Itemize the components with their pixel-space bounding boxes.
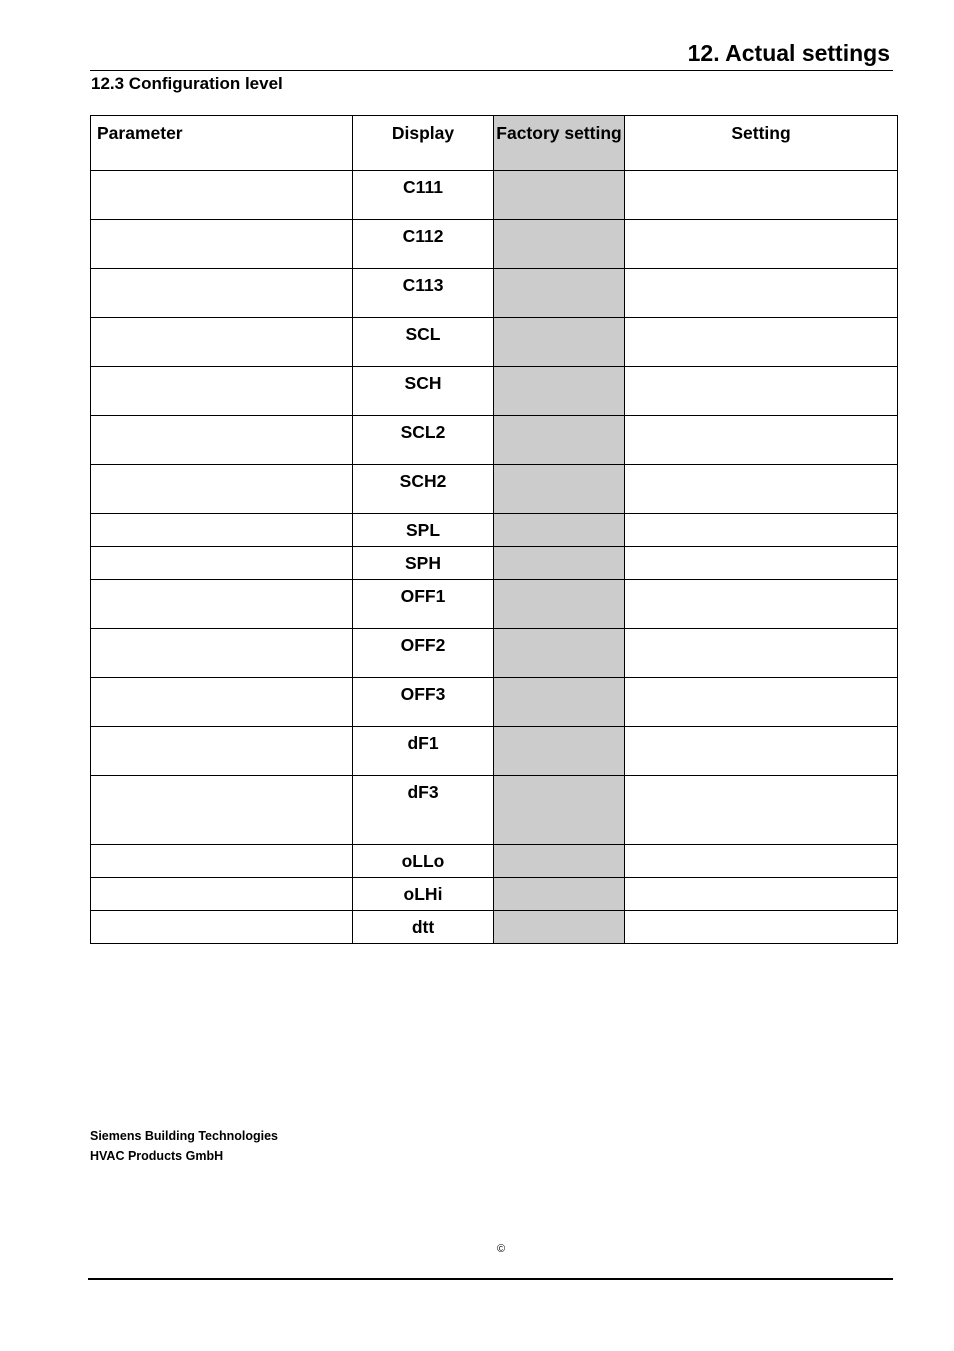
parameter-cell (91, 878, 353, 911)
factory-setting-cell (494, 776, 625, 845)
column-header-setting: Setting (625, 116, 898, 171)
parameter-cell (91, 367, 353, 416)
setting-cell (625, 776, 898, 845)
table-row (91, 678, 898, 727)
display-cell: SPH (353, 547, 494, 580)
table-row (91, 878, 898, 911)
company-name-line1: Siemens Building Technologies (90, 1129, 278, 1143)
table-header-row (91, 116, 898, 171)
setting-cell (625, 220, 898, 269)
display-cell: dtt (353, 911, 494, 944)
display-cell: SCL2 (353, 416, 494, 465)
factory-setting-cell (494, 367, 625, 416)
parameter-cell (91, 678, 353, 727)
factory-setting-cell (494, 269, 625, 318)
factory-setting-cell (494, 171, 625, 220)
parameter-cell (91, 845, 353, 878)
table-row (91, 269, 898, 318)
display-cell: oLHi (353, 878, 494, 911)
factory-setting-cell (494, 220, 625, 269)
table-row (91, 629, 898, 678)
display-cell: dF1 (353, 727, 494, 776)
parameter-cell (91, 318, 353, 367)
display-cell: SPL (353, 514, 494, 547)
display-cell: SCL (353, 318, 494, 367)
table-row (91, 547, 898, 580)
table-row (91, 220, 898, 269)
chapter-title: 12. Actual settings (687, 40, 890, 66)
factory-setting-cell (494, 514, 625, 547)
setting-cell (625, 318, 898, 367)
column-header-factory-setting: Factory setting (494, 116, 625, 171)
factory-setting-cell (494, 629, 625, 678)
parameter-cell (91, 776, 353, 845)
parameter-cell (91, 911, 353, 944)
table-row (91, 845, 898, 878)
parameter-cell (91, 727, 353, 776)
parameter-cell (91, 416, 353, 465)
display-cell: OFF3 (353, 678, 494, 727)
setting-cell (625, 727, 898, 776)
factory-setting-cell (494, 727, 625, 776)
table-row (91, 776, 898, 845)
setting-cell (625, 678, 898, 727)
parameter-cell (91, 514, 353, 547)
display-cell: SCH2 (353, 465, 494, 514)
settings-table (90, 115, 898, 944)
table-row (91, 514, 898, 547)
display-cell: SCH (353, 367, 494, 416)
factory-setting-cell (494, 845, 625, 878)
parameter-cell (91, 465, 353, 514)
table-row (91, 727, 898, 776)
factory-setting-cell (494, 416, 625, 465)
company-name-line2: HVAC Products GmbH (90, 1149, 224, 1163)
table-row (91, 171, 898, 220)
table-row (91, 911, 898, 944)
setting-cell (625, 580, 898, 629)
factory-setting-cell (494, 878, 625, 911)
column-header-parameter: Parameter (91, 116, 353, 171)
table-row (91, 580, 898, 629)
display-cell: C112 (353, 220, 494, 269)
header-rule (90, 70, 893, 71)
footer-rule (88, 1278, 893, 1280)
factory-setting-cell (494, 580, 625, 629)
setting-cell (625, 845, 898, 878)
factory-setting-cell (494, 318, 625, 367)
setting-cell (625, 171, 898, 220)
parameter-cell (91, 171, 353, 220)
setting-cell (625, 269, 898, 318)
parameter-cell (91, 629, 353, 678)
table-row (91, 465, 898, 514)
setting-cell (625, 367, 898, 416)
parameter-cell (91, 580, 353, 629)
setting-cell (625, 629, 898, 678)
table-row (91, 416, 898, 465)
setting-cell (625, 416, 898, 465)
display-cell: dF3 (353, 776, 494, 845)
setting-cell (625, 514, 898, 547)
copyright-symbol: © (497, 1243, 506, 1255)
factory-setting-cell (494, 547, 625, 580)
display-cell: OFF2 (353, 629, 494, 678)
setting-cell (625, 465, 898, 514)
parameter-cell (91, 269, 353, 318)
factory-setting-cell (494, 465, 625, 514)
parameter-cell (91, 220, 353, 269)
parameter-cell (91, 547, 353, 580)
table-row (91, 318, 898, 367)
setting-cell (625, 911, 898, 944)
display-cell: OFF1 (353, 580, 494, 629)
factory-setting-cell (494, 911, 625, 944)
display-cell: C113 (353, 269, 494, 318)
display-cell: C111 (353, 171, 494, 220)
factory-setting-cell (494, 678, 625, 727)
setting-cell (625, 878, 898, 911)
column-header-display: Display (353, 116, 494, 171)
display-cell: oLLo (353, 845, 494, 878)
footer-company (90, 1126, 278, 1166)
setting-cell (625, 547, 898, 580)
table-row (91, 367, 898, 416)
section-title: 12.3 Configuration level (91, 74, 283, 93)
